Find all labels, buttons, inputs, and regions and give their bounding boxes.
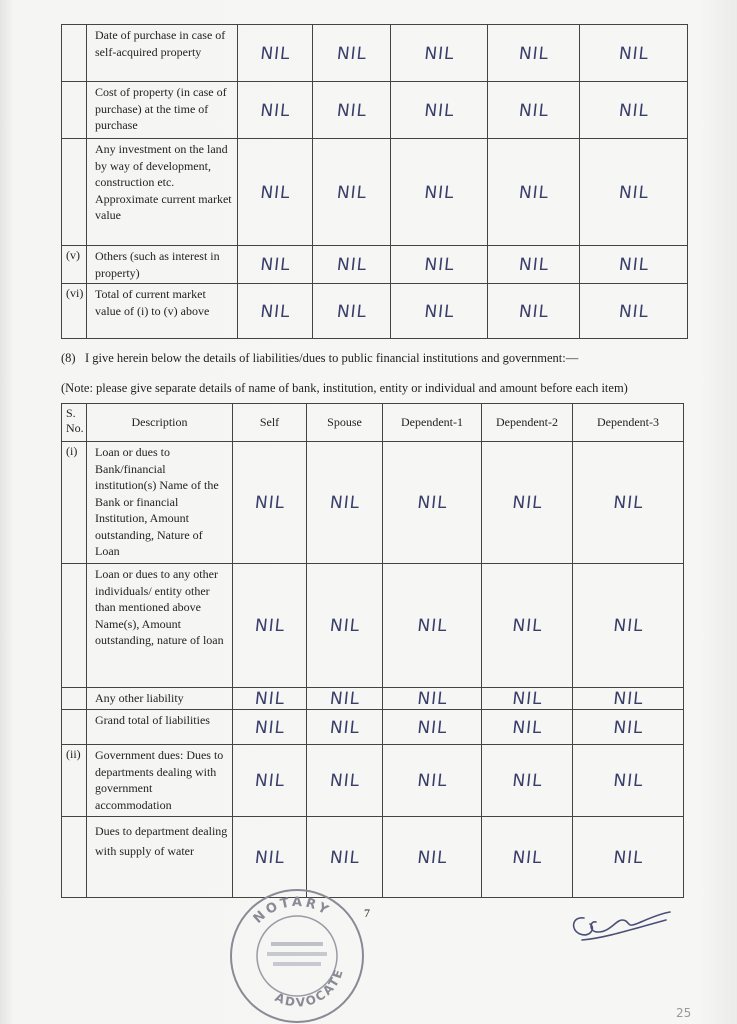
liabilities-table	[61, 403, 684, 898]
handwritten-entry: NIL	[307, 139, 396, 246]
handwritten-entry: NIL	[577, 284, 691, 339]
row-description: Any investment on the land by way of development, construction etc. Approximate current market value	[87, 139, 238, 246]
serial-number	[62, 710, 87, 745]
handwritten-entry: NIL	[574, 139, 693, 246]
handwritten-entry: NIL	[311, 246, 393, 284]
handwritten-entry: NIL	[231, 688, 307, 710]
handwritten-entry: NIL	[302, 817, 387, 898]
row-description: Government dues: Dues to departments dealing with government accommodation	[87, 745, 233, 817]
handwritten-entry: NIL	[475, 442, 579, 564]
handwritten-entry: NIL	[389, 246, 490, 284]
handwritten-entry: NIL	[381, 688, 482, 710]
handwritten-entry: NIL	[385, 139, 493, 246]
stamp-bottom-text: ADVOCATE	[272, 966, 347, 1010]
header-dependent-3: Dependent-3	[573, 404, 684, 442]
handwritten-entry: NIL	[310, 25, 394, 82]
handwritten-entry: NIL	[232, 139, 318, 246]
table-row	[62, 745, 684, 817]
header-description: Description	[87, 404, 233, 442]
table-row	[62, 246, 688, 284]
page-number: 7	[364, 906, 370, 920]
row-description: Dues to department dealing with supply of water	[87, 817, 233, 898]
handwritten-entry: NIL	[566, 442, 690, 564]
handwritten-entry: NIL	[226, 564, 313, 688]
handwritten-entry: NIL	[478, 745, 577, 817]
row-description: Cost of property (in case of purchase) at the time of purchase	[87, 82, 238, 139]
handwritten-entry: NIL	[569, 745, 688, 817]
handwritten-entry: NIL	[486, 246, 582, 284]
table-row	[62, 442, 684, 564]
row-description: Date of purchase in case of self-acquired property	[87, 25, 238, 82]
handwritten-entry: NIL	[475, 564, 579, 688]
handwritten-entry: NIL	[388, 25, 491, 82]
notary-stamp	[225, 884, 370, 1024]
table-row	[62, 25, 688, 82]
handwritten-entry: NIL	[577, 82, 691, 139]
handwritten-entry: NIL	[578, 246, 690, 284]
handwritten-entry: NIL	[228, 817, 311, 898]
row-description: Loan or dues to Bank/financial institution(s) Name of the Bank or financial Institution, Amount outstanding, Nature of Loan	[87, 442, 233, 564]
handwritten-entry: NIL	[300, 442, 389, 564]
handwritten-entry: NIL	[482, 139, 585, 246]
handwritten-entry: NIL	[236, 246, 315, 284]
handwritten-entry: NIL	[381, 710, 484, 745]
handwritten-entry: NIL	[379, 745, 486, 817]
serial-number: (i)	[62, 442, 87, 564]
handwritten-entry: NIL	[480, 710, 575, 745]
header-dependent-1: Dependent-1	[383, 404, 482, 442]
handwritten-entry: NIL	[303, 745, 387, 817]
handwritten-entry: NIL	[235, 25, 316, 82]
row-description: Total of current market value of (i) to (v) above	[87, 284, 238, 339]
table-row	[62, 564, 684, 688]
serial-number	[62, 817, 87, 898]
handwritten-entry: NIL	[235, 284, 316, 339]
row-description: Loan or dues to any other individuals/ entity other than mentioned above Name(s), Amount outstanding, nature of loan	[87, 564, 233, 688]
handwritten-entry: NIL	[485, 82, 583, 139]
handwritten-entry: NIL	[376, 442, 488, 564]
handwritten-entry: NIL	[229, 745, 311, 817]
header-spouse: Spouse	[307, 404, 383, 442]
handwritten-entry: NIL	[310, 284, 394, 339]
handwritten-entry: NIL	[571, 688, 684, 710]
handwritten-entry: NIL	[388, 284, 491, 339]
svg-text:ADVOCATE	[273, 966, 346, 1010]
handwritten-entry: NIL	[485, 25, 583, 82]
handwritten-entry: NIL	[485, 284, 583, 339]
serial-number	[62, 564, 87, 688]
handwritten-entry: NIL	[568, 817, 688, 898]
serial-number: (vi)	[62, 284, 87, 339]
handwritten-entry: NIL	[477, 817, 577, 898]
immovable-assets-table	[61, 24, 688, 339]
table-row	[62, 82, 688, 139]
table-header-row	[62, 404, 684, 442]
section-8-note: (Note: please give separate details of name of bank, institution, entity or individual and amount before each item)	[61, 381, 628, 395]
handwritten-entry: NIL	[305, 688, 383, 710]
row-description: Grand total of liabilities	[87, 710, 233, 745]
table-row	[62, 284, 688, 339]
serial-number: (v)	[62, 246, 87, 284]
handwritten-entry: NIL	[300, 564, 389, 688]
header-sno: S. No.	[62, 404, 87, 442]
section-8-intro: (8) I give herein below the details of liabilities/dues to public financial institutions and government:—	[61, 351, 579, 365]
stamp-top-text: NOTARY	[250, 894, 334, 927]
row-description: Any other liability	[87, 688, 233, 710]
handwritten-entry: NIL	[376, 564, 488, 688]
handwritten-entry: NIL	[480, 688, 573, 710]
signature	[566, 898, 676, 948]
handwritten-entry: NIL	[577, 25, 691, 82]
table-row	[62, 688, 684, 710]
handwritten-entry: NIL	[305, 710, 385, 745]
handwritten-entry: NIL	[378, 817, 486, 898]
serial-number	[62, 688, 87, 710]
handwritten-entry: NIL	[310, 82, 394, 139]
row-description: Others (such as interest in property)	[87, 246, 238, 284]
handwritten-entry: NIL	[226, 442, 313, 564]
header-self: Self	[233, 404, 307, 442]
corner-mark: 25	[676, 1006, 692, 1020]
serial-number: (ii)	[62, 745, 87, 817]
serial-number	[62, 25, 87, 82]
handwritten-entry: NIL	[571, 710, 686, 745]
table-row	[62, 710, 684, 745]
serial-number	[62, 82, 87, 139]
handwritten-entry: NIL	[235, 82, 316, 139]
handwritten-entry: NIL	[388, 82, 491, 139]
table-row	[62, 139, 688, 246]
serial-number	[62, 139, 87, 246]
handwritten-entry: NIL	[566, 564, 690, 688]
handwritten-entry: NIL	[231, 710, 309, 745]
table-row	[62, 817, 684, 898]
header-dependent-2: Dependent-2	[482, 404, 573, 442]
